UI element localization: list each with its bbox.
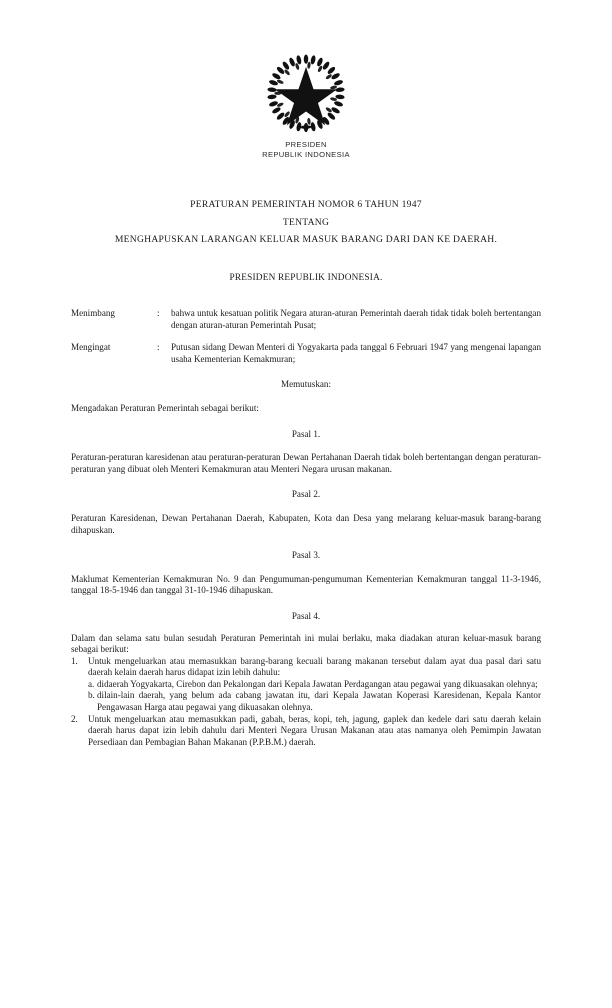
emblem-caption xyxy=(0,140,612,161)
clause-menimbang-label: Menimbang xyxy=(71,308,115,318)
emblem-caption-line1: PRESIDEN xyxy=(285,140,327,149)
garuda-star-wreath-emblem xyxy=(263,54,349,136)
article-4-item-1-subitem-a xyxy=(88,679,541,691)
article-3-body: Maklumat Kementerian Kemakmuran No. 9 dan Pengumuman-pengumuman Kementerian Kemakmuran tanggal 11-3-1946, tanggal 18-5-1946 dan tanggal 31-10-1946 dihapuskan. xyxy=(71,573,541,596)
document-masthead xyxy=(0,54,612,161)
decision-lead: Mengadakan Peraturan Pemerintah sebagai berikut: xyxy=(71,402,259,413)
article-4-item-2 xyxy=(71,714,541,749)
document-title xyxy=(0,196,612,249)
article-3-heading: Pasal 3. xyxy=(291,550,321,561)
clause-menimbang-text: bahwa untuk kesatuan politik Negara aturan-aturan Pemerintah daerah tidak tidak boleh bertentangan dengan aturan-aturan Pemerintah Pusat; xyxy=(171,308,541,330)
article-4-heading: Pasal 4. xyxy=(291,610,321,621)
clause-mengingat-text: Putusan sidang Dewan Menteri di Yogyakarta pada tanggal 6 Februari 1947 yang mengenai lapangan usaha Kementerian Kemakmuran; xyxy=(171,342,541,364)
clause-menimbang-colon: : xyxy=(157,308,160,318)
article-4-item-2-marker: 2. xyxy=(71,713,78,724)
article-4-item-1-subitem-b-text: dilain-lain daerah, yang belum ada cabang jawatan itu, dari Kepala Jawatan Koperasi Karesidenan, Kepala Kantor Pengawasan Harga atau pegawai yang dikuasakan olehnya. xyxy=(97,690,541,713)
article-4-item-1-subitem-a-marker: a. xyxy=(88,678,95,689)
document-body xyxy=(71,308,541,748)
article-1-heading: Pasal 1. xyxy=(291,428,321,439)
article-4-item-1 xyxy=(71,656,541,679)
clause-menimbang xyxy=(71,308,541,331)
article-4-lead: Dalam dan selama satu bulan sesudah Peraturan Pemerintah ini mulai berlaku, maka diadakan aturan keluar-masuk barang sebagai berikut: xyxy=(71,632,541,655)
article-4-item-1-subitem-a-text: didaerah Yogyakarta, Cirebon dan Pekalongan dari Kepala Jawatan Perdagangan atau pegawai yang dikuasakan olehnya; xyxy=(97,678,538,689)
title-line-subject: MENGHAPUSKAN LARANGAN KELUAR MASUK BARANG DARI DAN KE DAERAH. xyxy=(114,234,498,245)
clause-mengingat-colon: : xyxy=(157,342,160,353)
article-4-item-1-subitem-b xyxy=(88,690,541,713)
article-4-item-1-subitem-b-marker: b. xyxy=(88,690,95,701)
emblem-caption-line2: REPUBLIK INDONESIA xyxy=(262,150,350,160)
clause-mengingat xyxy=(71,342,541,365)
issuer-text: PRESIDEN REPUBLIK INDONESIA. xyxy=(229,273,383,283)
title-line-tentang: TENTANG xyxy=(282,216,330,228)
issuer-line xyxy=(0,272,612,285)
article-2-body: Peraturan Karesidenan, Dewan Pertahanan Daerah, Kabupaten, Kota dan Desa yang melarang keluar-masuk barang-barang dihapuskan. xyxy=(71,512,541,535)
article-2-heading: Pasal 2. xyxy=(291,489,321,500)
article-4-item-1-text: Untuk mengeluarkan atau memasukkan barang-barang kecuali barang makanan tersebut dalam ayat dua pasal dari satu daerah kelain daerah harus didapat izin lebih dahulu: xyxy=(88,655,541,678)
clause-mengingat-label: Mengingat xyxy=(71,342,111,353)
title-line-regulation-number: PERATURAN PEMERINTAH NOMOR 6 TAHUN 1947 xyxy=(190,199,422,210)
article-4-item-1-marker: 1. xyxy=(71,655,78,666)
article-4-item-2-text: Untuk mengeluarkan atau memasukkan padi, gabah, beras, kopi, teh, jagung, gaplek dan kedele dari satu daerah kelain daerah harus dapat izin lebih dahulu dari Menteri Negara Urusan Makanan atau atas namanya oleh Pemimpin Jawatan Persediaan dan Pembagian Bahan Makanan (P.P.B.M.) daerah. xyxy=(88,713,541,747)
decision-heading: Memutuskan: xyxy=(280,379,331,390)
article-1-body: Peraturan-peraturan karesidenan atau peraturan-peraturan Dewan Pertahanan Daerah tidak boleh bertentangan dengan peraturan-peraturan yang dibuat oleh Menteri Kemakmuran atau Menteri Negara urusan makanan. xyxy=(71,452,541,474)
article-4-item-1-subitems xyxy=(71,679,541,714)
